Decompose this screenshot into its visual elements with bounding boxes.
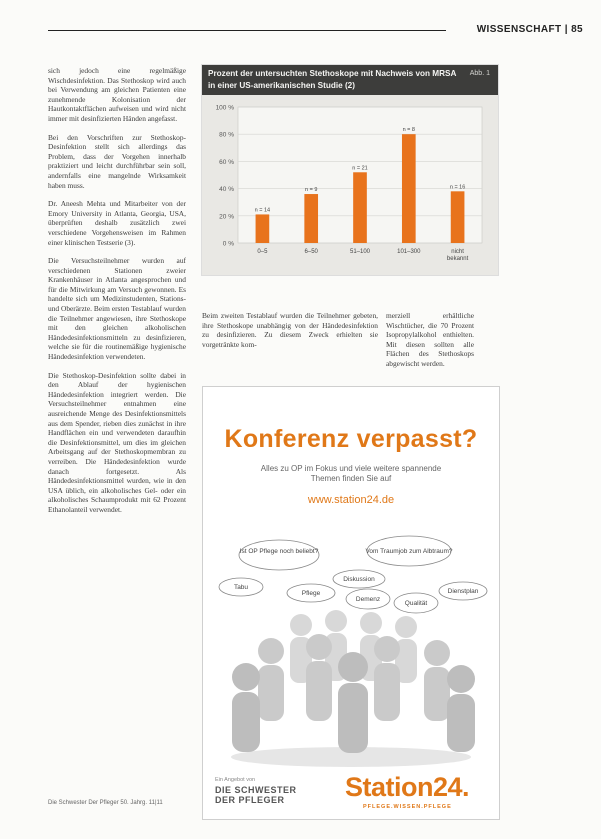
page-footer: Die Schwester Der Pfleger 50. Jahrg. 11|11	[48, 800, 163, 806]
bubble-text: Demenz	[355, 596, 381, 603]
paragraph: Beim zweiten Testablauf wurden die Teilnehmer gebeten, ihre Stethoskope unabhängig von der Händedesinfektion zu desinfizieren. Zu diesem Zweck erhielten sie vorgetränkte kom-	[202, 311, 378, 349]
brand-line: DIE SCHWESTER	[215, 785, 297, 795]
x-tick-label: 6–50	[304, 249, 318, 255]
brand-line: DER PFLEGER	[215, 794, 285, 805]
x-tick-label: 51–100	[349, 249, 371, 255]
article-column-3	[386, 311, 474, 378]
y-tick-label: 80 %	[219, 131, 234, 139]
bubble-text: Diskussion	[343, 576, 375, 583]
speech-bubble	[239, 540, 319, 570]
paragraph: Die Versuchsteilnehmer wurden auf verschiedenen Stationen zweier Krankenhäuser in Atlanta angesprochen und für die Mitwirkung am Versuch gewonnen. Es handelte sich um Medizinstudenten, Stations- und Oberärzte. Beim ersten Testablauf wurden die Teilnehmer angewiesen, ihre Stethoskope mit den gleichen alkoholischen Händedesinfektionsmitteln zu desinfizieren, welche sie für die routinemäßige hygienische Händedesinfektion verwendeten.	[48, 256, 186, 362]
speech-bubble	[365, 536, 452, 566]
mrsa-chart	[201, 64, 499, 276]
section-header: WISSENSCHAFT | 85	[476, 24, 583, 35]
chart-title: Prozent der untersuchten Stethoskope mit Nachweis von MRSA in einer US-amerikanischen Studie (2)	[208, 69, 457, 90]
speech-bubble	[333, 570, 385, 588]
speech-bubble	[287, 584, 335, 602]
speech-bubble	[394, 593, 438, 613]
data-label: n = 16	[449, 184, 466, 191]
discussion-figures-illustration	[211, 517, 491, 772]
header-rule	[48, 30, 446, 31]
data-label: n = 21	[352, 165, 368, 172]
paragraph: sich jedoch eine regelmäßige Wischdesinfektion. Das Stethoskop wird auch bei Verwendung am gleichen Patienten eine zunehmende Kolonisation der Hautkontaktflächen aufweisen und wird nicht immer mit desinfizierten Händen angefasst.	[48, 66, 186, 123]
bar	[304, 194, 318, 243]
ad-publisher-note: Ein Angebot von	[215, 777, 256, 783]
paragraph: Die Stethoskop-Desinfektion sollte dabei in den Ablauf der hygienischen Händedesinfektion integriert werden. Die Versuchsteilnehmer entnahmen eine ausreichende Menge des Desinfektionsmittels aus dem Spender, rieben dies zunächst in ihre Handflächen ein und verwendeten daraufhin die Desinfektionsmittel, um dies im gleichen Arbeitsgang auf der Stethoskopmembran zu verreiben. Die Händedesinfektion wurde danach fortgesetzt. Als Händedesinfektionsmittel wurden, wie in den USA üblich, ein alkoholisches Gel- oder ein alkoholisches Schaumprodukt mit 62 Prozent Ethanolanteil verwendet.	[48, 370, 186, 514]
bubble-text: Ist OP Pflege noch beliebt?	[239, 548, 319, 555]
station24-logo[interactable]: Station24.	[345, 772, 470, 802]
ad-subtitle: Alles zu OP im Fokus und viele weitere spannende Themen finden Sie auf	[260, 464, 442, 483]
bar	[256, 214, 270, 243]
bar	[451, 191, 465, 243]
speech-bubble	[439, 582, 487, 600]
article-column-1	[48, 66, 186, 524]
y-tick-label: 100 %	[215, 104, 234, 112]
bubble-text: Tabu	[233, 584, 249, 591]
article-column-2	[202, 311, 378, 358]
data-label: n = 8	[402, 127, 415, 134]
paragraph: merziell erhältliche Wischtücher, die 70 Prozent Isopropylalkohol enthielten. Mit diesen sollten alle Flächen des Stethoskops abgewischt werden.	[386, 311, 474, 368]
speech-bubble	[346, 589, 390, 609]
bubble-text: Dienstplan	[447, 588, 479, 595]
chart-header	[202, 65, 498, 95]
publisher-brand	[215, 786, 297, 805]
x-tick-label: bekannt	[446, 256, 469, 262]
bubble-text: Qualität	[404, 600, 428, 607]
x-tick-label: nicht	[451, 249, 464, 255]
ad-headline: Konferenz verpasst?	[224, 425, 478, 453]
y-tick-label: 40 %	[219, 186, 234, 194]
y-tick-label: 60 %	[219, 158, 234, 166]
y-tick-label: 20 %	[219, 213, 234, 221]
x-tick-label: 101–300	[397, 249, 421, 255]
chart-plot	[202, 95, 498, 273]
chart-figure-tag: Abb. 1	[469, 70, 490, 77]
paragraph: Dr. Aneesh Mehta und Mitarbeiter von der Emory University in Atlanta, Georgia, USA, überprüften deshalb zusätzlich zwei verschiedene Vorgehensweisen im Rahmen einer klinischen Testserie (3).	[48, 199, 186, 247]
advertisement[interactable]	[202, 386, 500, 820]
data-label: n = 9	[305, 187, 318, 194]
x-tick-label: 0–5	[257, 249, 268, 255]
data-label: n = 14	[254, 207, 271, 214]
bubble-text: Vom Traumjob zum Albtraum?	[365, 548, 453, 555]
bar	[353, 172, 367, 243]
speech-bubble	[219, 578, 263, 596]
paragraph: Bei den Vorschriften zur Stethoskop-Desinfektion stellt sich allerdings das Problem, dass der Vorgehen innerhalb praktiziert und leicht durchführbar sein soll, andernfalls eine mangelnde Wirksamkeit haben muss.	[48, 132, 186, 190]
station24-slogan: PFLEGE.WISSEN.PFLEGE	[363, 804, 452, 810]
ad-url-link[interactable]: www.station24.de	[307, 494, 395, 506]
y-tick-label: 0 %	[222, 240, 234, 248]
bubble-text: Pflege	[301, 590, 321, 597]
bar	[402, 134, 416, 243]
